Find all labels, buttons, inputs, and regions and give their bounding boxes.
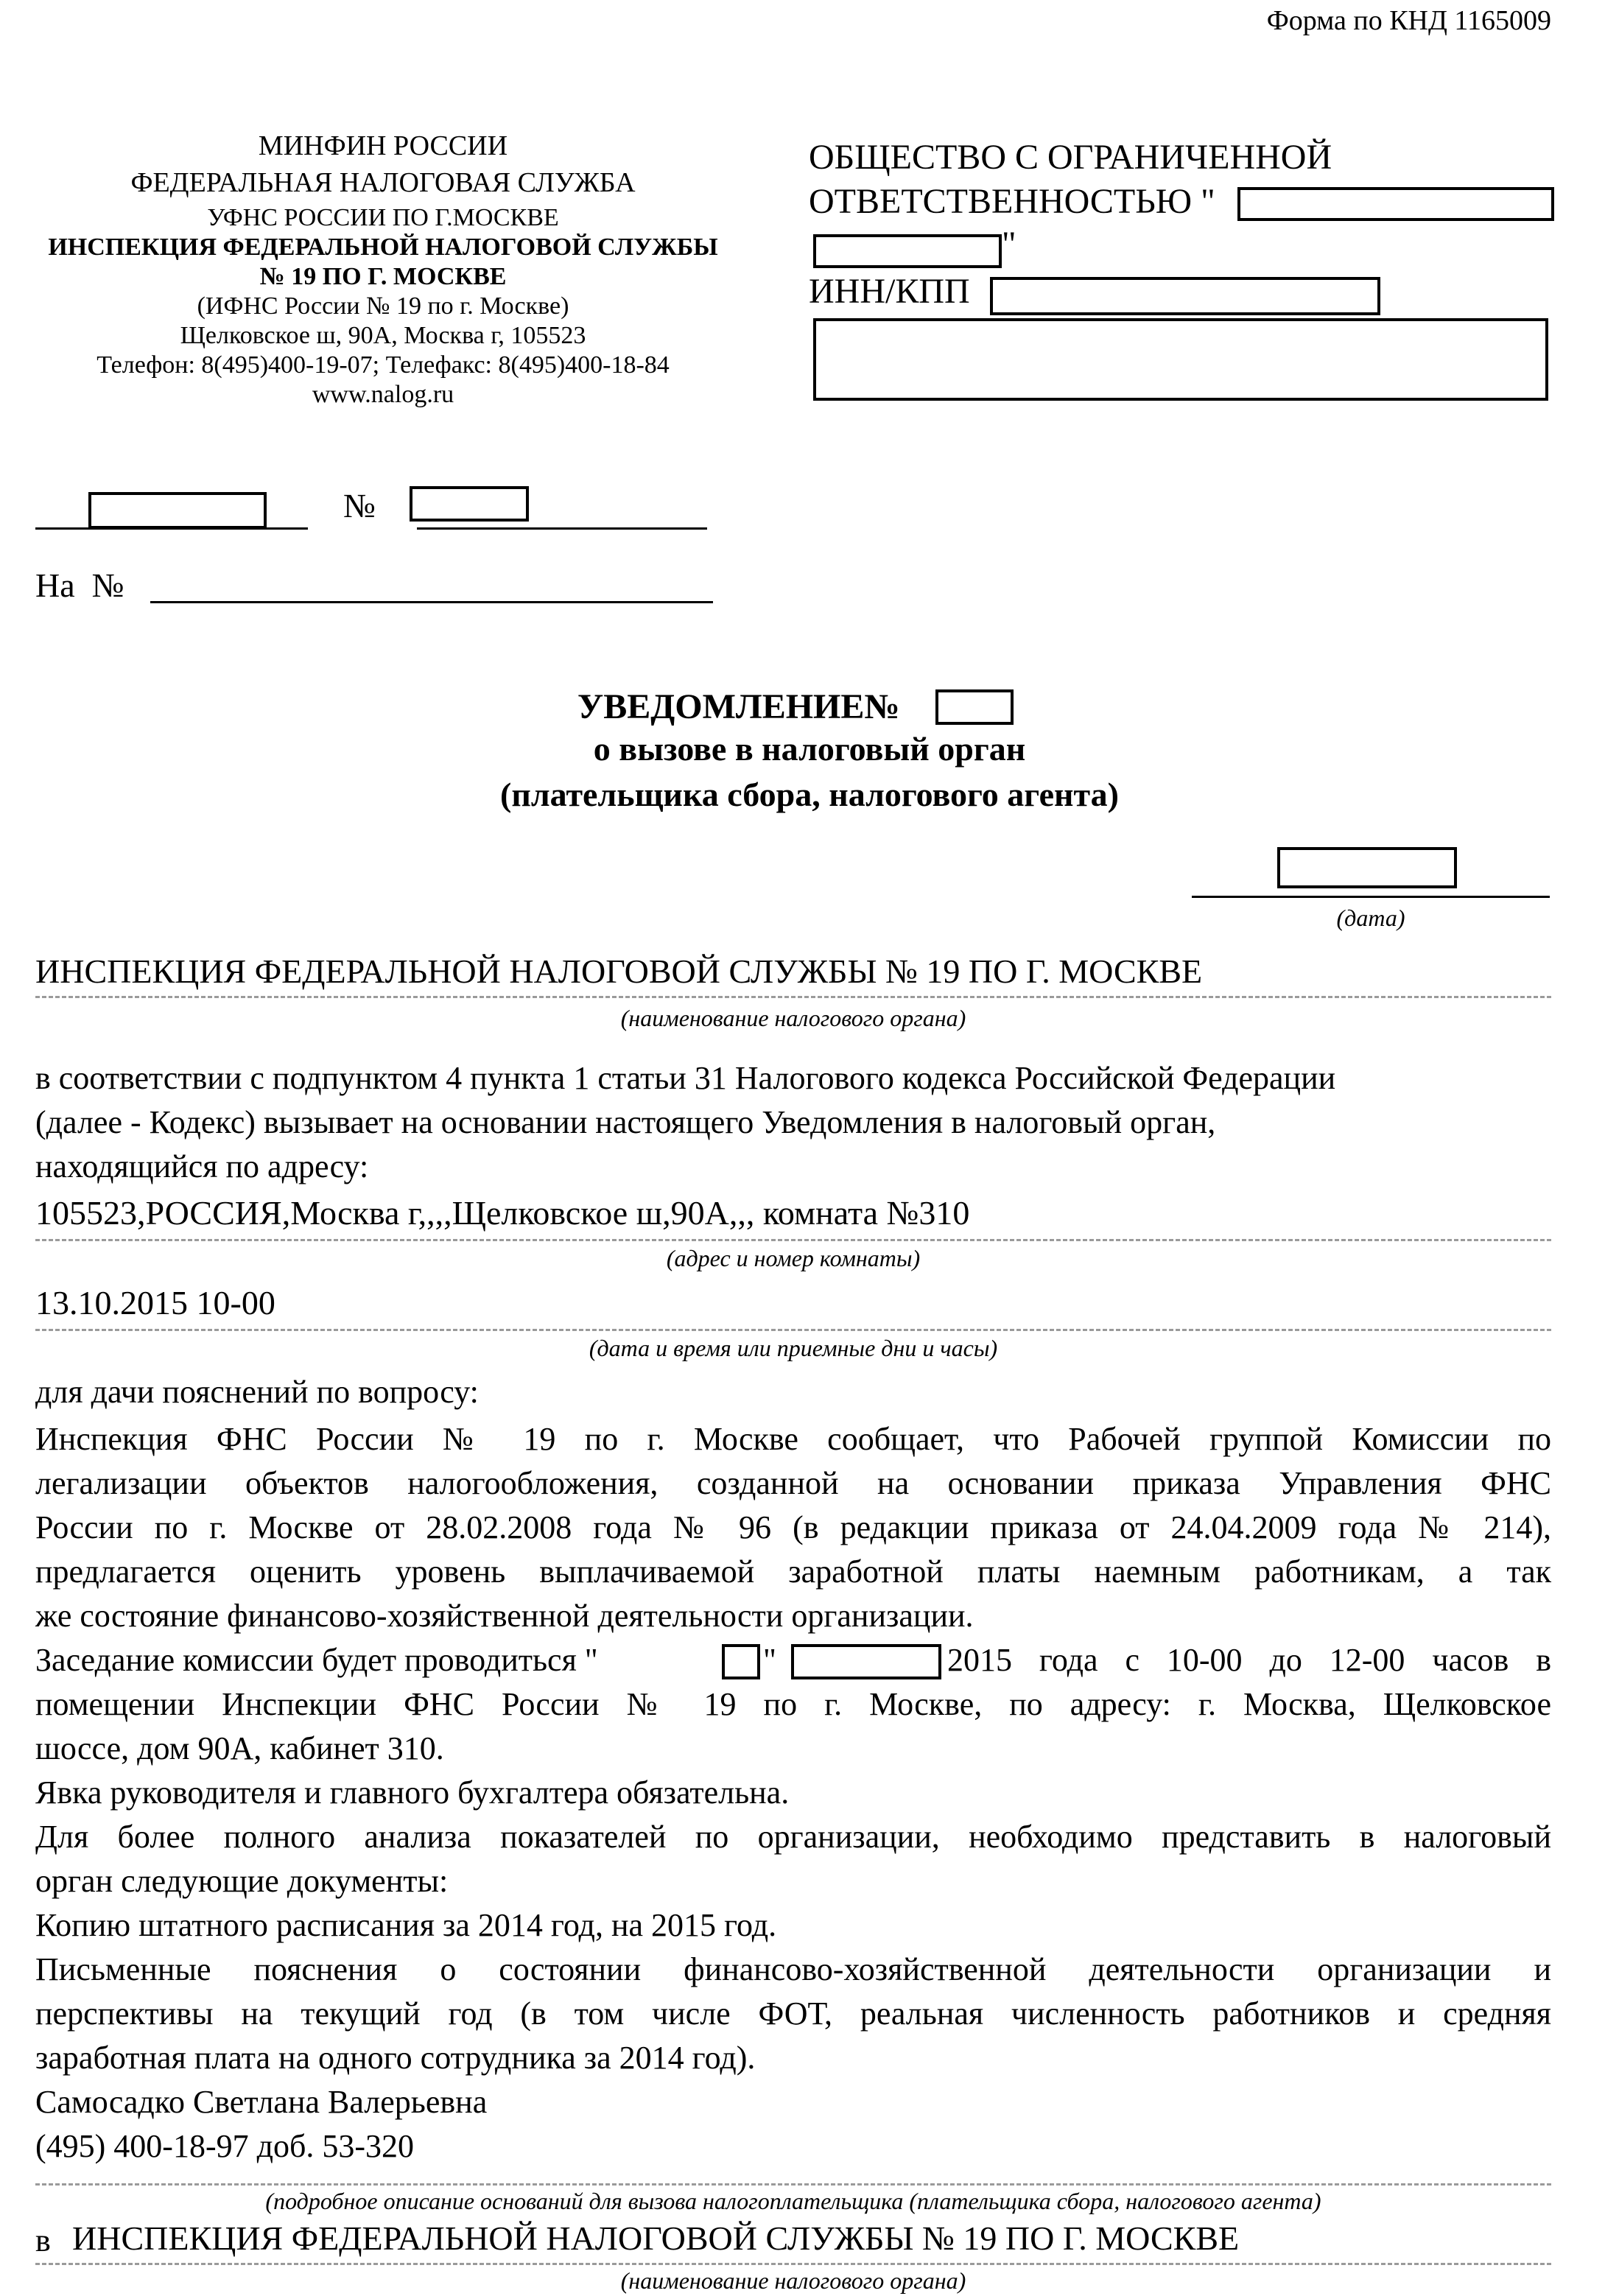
meeting-line xyxy=(35,1638,1551,1682)
reason-line: России по г. Москве от 28.02.2008 года № 96 (в редакции приказа от 24.04.2009 года № 214), xyxy=(35,1509,1551,1545)
authority-website: www.nalog.ru xyxy=(312,381,454,408)
reason-line: Копию штатного расписания за 2014 год, на 2015 год. xyxy=(35,1907,777,1943)
intro-line2: (далее - Кодекс) вызывает на основании настоящего Уведомления в налоговый орган, xyxy=(35,1104,1216,1140)
redacted-notice-date xyxy=(1277,847,1457,888)
redacted-meeting-day xyxy=(722,1644,760,1679)
reason-line: Для более полного анализа показателей по организации, необходимо представить в налоговый xyxy=(35,1819,1551,1855)
authority-ministry: МИНФИН РОССИИ xyxy=(258,130,508,161)
reason-line: же состояние финансово-хозяйственной деятельности организации. xyxy=(35,1598,974,1634)
address-line xyxy=(35,1239,1551,1241)
on-number-label: На № xyxy=(35,566,124,604)
redacted-outgoing-number xyxy=(410,486,529,522)
reason-line-end xyxy=(35,2183,1551,2186)
on-number-underline xyxy=(150,601,713,603)
authority-name: ИНСПЕКЦИЯ ФЕДЕРАЛЬНОЙ НАЛОГОВОЙ СЛУЖБЫ № 19 ПО Г. МОСКВЕ xyxy=(35,952,1203,990)
meeting-text-c: 2015 года с 10-00 до 12-00 часов в xyxy=(947,1642,1551,1678)
meeting-text-b: " xyxy=(763,1642,776,1678)
recipient-quote-close: " xyxy=(1002,225,1016,264)
authority-ufns: УФНС РОССИИ ПО Г.МОСКВЕ xyxy=(207,204,559,231)
datetime-line xyxy=(35,1329,1551,1331)
reason-line: предлагается оценить уровень выплачиваемой заработной платы наемным работникам, а так xyxy=(35,1554,1551,1590)
redacted-notice-number xyxy=(935,689,1014,725)
intro-line1: в соответствии с подпунктом 4 пункта 1 статьи 31 Налогового кодекса Российской Федерации xyxy=(35,1060,1336,1096)
number-underline xyxy=(417,527,707,530)
notice-date-underline xyxy=(1192,896,1550,898)
reason-block xyxy=(35,1417,1551,2169)
to-authority-line xyxy=(35,2263,1551,2265)
to-authority: ИНСПЕКЦИЯ ФЕДЕРАЛЬНОЙ НАЛОГОВОЙ СЛУЖБЫ № 19 ПО Г. МОСКВЕ xyxy=(72,2219,1240,2257)
address-caption: (адрес и номер комнаты) xyxy=(666,1245,921,1271)
form-code: Форма по КНД 1165009 xyxy=(1266,5,1551,36)
contact-phone: (495) 400-18-97 доб. 53-320 xyxy=(35,2128,415,2164)
question-label: для дачи пояснений по вопросу: xyxy=(35,1374,479,1410)
to-prefix: в xyxy=(35,2222,51,2258)
meeting-datetime: 13.10.2015 10-00 xyxy=(35,1284,275,1321)
redacted-company-name-cont xyxy=(813,234,1002,268)
title-sub2: (плательщика сбора, налогового агента) xyxy=(500,776,1119,813)
reason-line: заработная плата на одного сотрудника за 2014 год). xyxy=(35,2040,756,2076)
redacted-company-name xyxy=(1237,187,1554,221)
meeting-text-a: Заседание комиссии будет проводиться " xyxy=(35,1642,598,1678)
authority-address: Щелковское ш, 90А, Москва г, 105523 xyxy=(180,322,586,349)
reason-line: шоссе, дом 90А, кабинет 310. xyxy=(35,1730,444,1766)
authority-name-line xyxy=(35,996,1551,998)
redacted-inn-kpp xyxy=(990,277,1380,315)
recipient-line2: ОТВЕТСТВЕННОСТЬЮ " xyxy=(809,182,1215,221)
meeting-address: 105523,РОССИЯ,Москва г,,,,Щелковское ш,90А,,, комната №310 xyxy=(35,1194,970,1232)
recipient-line1: ОБЩЕСТВО С ОГРАНИЧЕННОЙ xyxy=(809,138,1332,177)
title-sub1: о вызове в налоговый орган xyxy=(593,730,1026,768)
intro-paragraph xyxy=(35,1056,1551,1189)
reason-line: помещении Инспекции ФНС России № 19 по г. Москве, по адресу: г. Москва, Щелковское xyxy=(35,1686,1551,1722)
reason-caption: (подробное описание оснований для вызова налогоплательщика (плательщика сбора, налогового агента) xyxy=(265,2188,1321,2214)
reason-line: легализации объектов налогообложения, созданной на основании приказа Управления ФНС xyxy=(35,1465,1551,1501)
authority-service: ФЕДЕРАЛЬНАЯ НАЛОГОВАЯ СЛУЖБА xyxy=(130,167,636,198)
authority-phone: Телефон: 8(495)400-19-07; Телефакс: 8(495)400-18-84 xyxy=(96,351,670,379)
date-caption: (дата) xyxy=(1336,905,1405,931)
redacted-address xyxy=(813,318,1548,401)
redacted-outgoing-date xyxy=(88,492,267,529)
contact-name: Самосадко Светлана Валерьевна xyxy=(35,2084,488,2120)
inn-kpp-label: ИНН/КПП xyxy=(809,272,970,311)
title-main: УВЕДОМЛЕНИЕ№ xyxy=(577,687,900,726)
to-authority-caption: (наименование налогового органа) xyxy=(620,2267,966,2294)
datetime-caption: (дата и время или приемные дни и часы) xyxy=(589,1335,998,1361)
authority-number: № 19 ПО Г. МОСКВЕ xyxy=(259,263,507,290)
reason-line: Инспекция ФНС России № 19 по г. Москве сообщает, что Рабочей группой Комиссии по xyxy=(35,1421,1551,1457)
reason-line: Письменные пояснения о состоянии финансово-хозяйственной деятельности организации и xyxy=(35,1951,1551,1987)
authority-short: (ИФНС России № 19 по г. Москве) xyxy=(197,292,569,320)
redacted-meeting-month xyxy=(791,1644,941,1679)
intro-line3: находящийся по адресу: xyxy=(35,1148,369,1184)
number-sign: № xyxy=(343,487,376,524)
authority-name-caption: (наименование налогового органа) xyxy=(620,1005,966,1031)
reason-line: Явка руководителя и главного бухгалтера обязательна. xyxy=(35,1774,790,1811)
reason-line: орган следующие документы: xyxy=(35,1863,449,1899)
reason-line: перспективы на текущий год (в том числе ФОТ, реальная численность работников и средняя xyxy=(35,1995,1551,2032)
authority-inspection: ИНСПЕКЦИЯ ФЕДЕРАЛЬНОЙ НАЛОГОВОЙ СЛУЖБЫ xyxy=(48,234,718,261)
